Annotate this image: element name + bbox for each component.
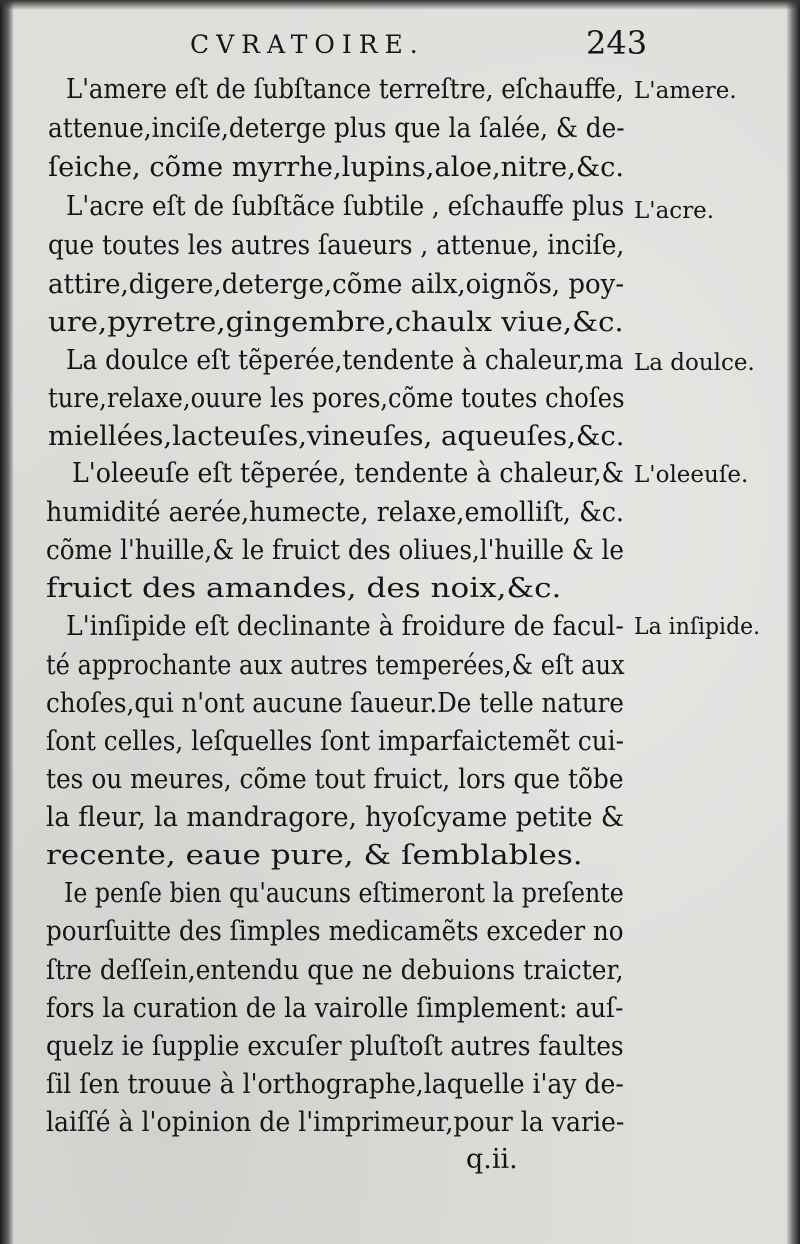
text-line-23: pourſuitte des ſimples medicamẽts exceder no	[46, 916, 624, 947]
margin-note-amere: L'amere.	[634, 78, 737, 104]
text-line-10: miellées,lacteuſes,vineuſes, aqueuſes,&c.	[48, 421, 625, 452]
text-line-26: quelz ie ſupplie excuſer pluſtoſt autres faultes	[46, 1031, 624, 1062]
text-line-9: ture,relaxe,ouure les pores,cõme toutes choſes	[48, 383, 625, 414]
text-line-2: attenue,inciſe,deterge plus que la ſalée, & de-	[48, 113, 625, 144]
text-line-3: ſeiche, cõme myrrhe,lupins,aloe,nitre,&c.	[48, 152, 625, 183]
text-line-16: té approchante aux autres temperées,& eſt aux	[46, 650, 625, 681]
text-line-8: La doulce eſt tẽperée,tendente à chaleur,ma	[66, 345, 624, 376]
text-line-17: choſes,qui n'ont aucune ſaueur.De telle nature	[46, 688, 624, 719]
page-number: 243	[586, 24, 648, 62]
text-line-22: Ie penſe bien qu'aucuns eſtimeront la preſente	[64, 878, 624, 909]
page-right-edge-shadow	[786, 0, 800, 1244]
text-line-14: fruict des amandes, des noix,&c.	[46, 573, 562, 604]
text-line-4: L'acre eſt de ſubſtãce ſubtile , eſchauffe plus	[66, 191, 625, 222]
text-line-13: cõme l'huille,& le fruict des oliues,l'huille & le	[46, 535, 624, 566]
running-title: CVRATOIRE.	[190, 30, 425, 59]
margin-note-oleeuse: L'oleeuſe.	[634, 462, 749, 488]
text-line-7: ure,pyretre,gingembre,chaulx viue,&c.	[48, 307, 624, 338]
text-line-6: attire,digere,deterge,cõme ailx,oignõs, poy-	[48, 269, 625, 300]
text-line-11: L'oleeuſe eſt tẽperée, tendente à chaleur,&	[72, 458, 625, 489]
text-line-20: la fleur, la mandragore, hyoſcyame petite &	[46, 802, 625, 833]
text-line-5: que toutes les autres ſaueurs , attenue, inciſe,	[48, 230, 625, 261]
text-line-24: ſtre deſſein,entendu que ne debuions traicter,	[46, 955, 624, 986]
margin-note-doulce: La doulce.	[634, 350, 755, 376]
text-line-18: ſont celles, leſquelles ſont imparfaictemẽt cui-	[46, 726, 624, 757]
text-line-19: tes ou meures, cõme tout fruict, lors que tõbe	[46, 764, 624, 795]
page-top-edge-shadow	[0, 0, 800, 10]
margin-note-insipide: La inſipide.	[634, 614, 761, 640]
margin-note-acre: L'acre.	[634, 198, 715, 224]
text-line-25: fors la curation de la vairolle ſimplement: auſ-	[46, 993, 624, 1024]
signature-mark: q.ii.	[466, 1144, 518, 1175]
text-line-28: laiſſé à l'opinion de l'imprimeur,pour la varie-	[46, 1107, 625, 1138]
text-line-27: ſil ſen trouue à l'orthographe,laquelle i'ay de-	[46, 1069, 624, 1100]
text-line-12: humidité aerée,humecte, relaxe,emolliſt, &c.	[46, 497, 625, 528]
text-line-15: L'inſipide eſt declinante à froidure de facul-	[66, 611, 624, 642]
page-left-edge-shadow	[0, 0, 14, 1244]
text-line-21: recente, eaue pure, & ſemblables.	[46, 840, 583, 871]
text-line-1: L'amere eſt de ſubſtance terreſtre, eſchauffe,	[66, 74, 624, 105]
